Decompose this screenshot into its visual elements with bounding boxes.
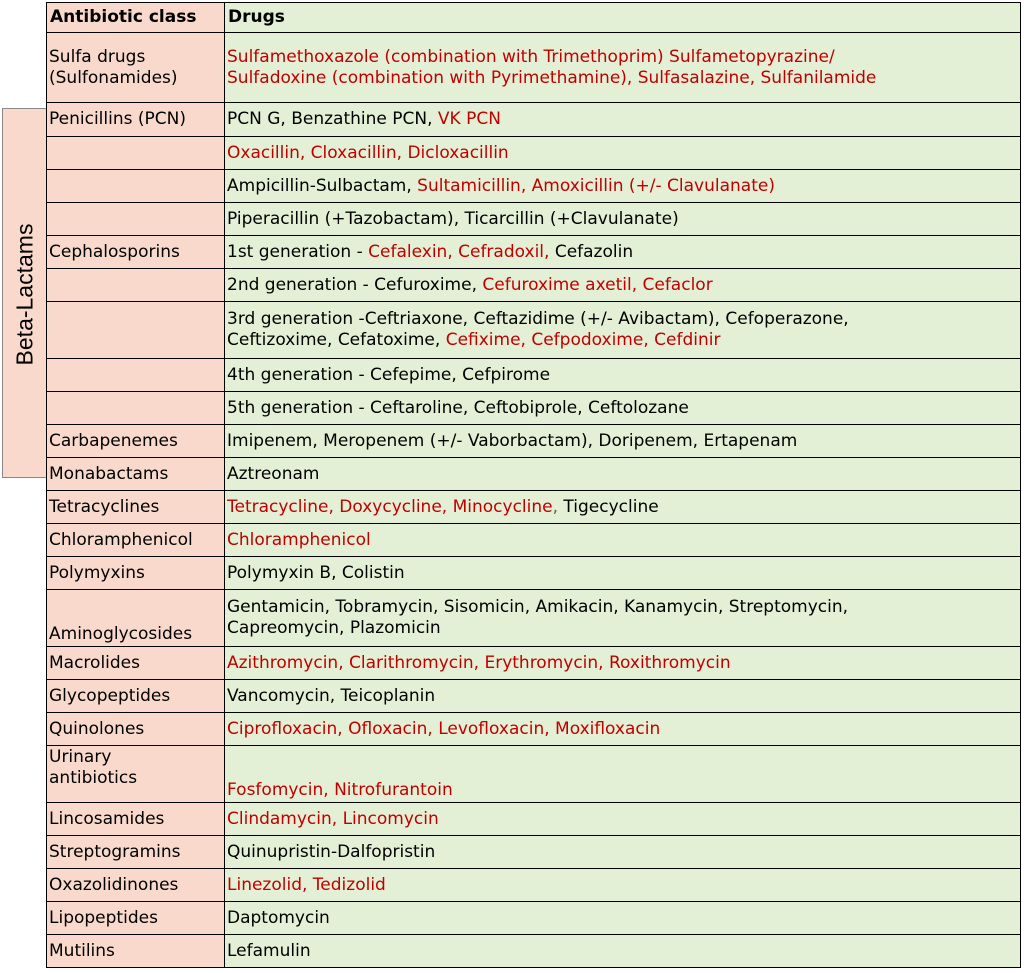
table-row xyxy=(47,103,1021,137)
antibiotic-class-cell: Aminoglycosides xyxy=(47,590,225,647)
drugs-cell xyxy=(225,713,1021,746)
table-row xyxy=(47,647,1021,680)
antibiotic-class-cell: Lipopeptides xyxy=(47,902,225,935)
drug-text: Ampicillin-Sulbactam, xyxy=(227,175,418,196)
table-row xyxy=(47,557,1021,590)
antibiotic-class-cell xyxy=(47,392,225,425)
antibiotic-class-cell: Penicillins (PCN) xyxy=(47,103,225,137)
antibiotic-class-cell xyxy=(47,269,225,302)
drug-text: Vancomycin, Teicoplanin xyxy=(227,685,436,706)
drugs-cell xyxy=(225,137,1021,170)
drug-text: Daptomycin xyxy=(227,907,330,928)
drug-text: Polymyxin B, Colistin xyxy=(227,562,405,583)
drugs-cell xyxy=(225,935,1021,968)
drug-text: Ciprofloxacin, Ofloxacin, Levofloxacin, Moxifloxacin xyxy=(227,718,661,739)
beta-lactams-group-bracket xyxy=(2,108,46,478)
drug-text: Fosfomycin, Nitrofurantoin xyxy=(227,780,453,800)
drug-text: PCN G, Benzathine PCN, xyxy=(227,109,438,129)
drug-text: 5th generation - Ceftaroline, Ceftobiprole, Ceftolozane xyxy=(227,397,689,418)
header-row xyxy=(47,3,1021,33)
table-row xyxy=(47,713,1021,746)
antibiotic-class-cell: Lincosamides xyxy=(47,803,225,836)
drug-text: 3rd generation -Ceftriaxone, Ceftazidime (+/- Avibactam), Cefoperazone, Ceftizoxime, Cefatoxime, xyxy=(227,309,849,350)
table-body xyxy=(47,33,1021,968)
drugs-cell xyxy=(225,392,1021,425)
drugs-cell xyxy=(225,103,1021,137)
antibiotic-class-cell: Tetracyclines xyxy=(47,491,225,524)
table-row xyxy=(47,137,1021,170)
drugs-cell xyxy=(225,680,1021,713)
drug-text: Cefixime, Cefpodoxime, Cefdinir xyxy=(445,330,721,350)
table-row xyxy=(47,836,1021,869)
drugs-cell xyxy=(225,302,1021,359)
drug-text: Clindamycin, Lincomycin xyxy=(227,808,439,829)
table-row xyxy=(47,359,1021,392)
drug-text: Cefalexin, Cefradoxil, xyxy=(368,241,555,262)
drug-text: Aztreonam xyxy=(227,463,320,484)
drugs-cell xyxy=(225,491,1021,524)
table-row xyxy=(47,203,1021,236)
drug-text: , xyxy=(552,496,564,517)
antibiotic-class-cell xyxy=(47,137,225,170)
antibiotic-class-cell xyxy=(47,302,225,359)
drug-text: Cefuroxime axetil, Cefaclor xyxy=(482,274,713,295)
drug-text: Lefamulin xyxy=(227,940,311,961)
header-antibiotic-class: Antibiotic class xyxy=(47,3,225,33)
drug-text: Oxacillin, Cloxacillin, Dicloxacillin xyxy=(227,142,509,163)
table-row xyxy=(47,935,1021,968)
table-row xyxy=(47,590,1021,647)
beta-lactams-label: Beta-Lactams xyxy=(11,223,38,365)
antibiotic-class-cell: Monabactams xyxy=(47,458,225,491)
table-row xyxy=(47,458,1021,491)
table-row xyxy=(47,236,1021,269)
antibiotic-class-cell: Carbapenemes xyxy=(47,425,225,458)
drug-text: Tetracycline, Doxycycline, Minocycline xyxy=(227,496,553,517)
table-row xyxy=(47,680,1021,713)
antibiotic-class-cell xyxy=(47,170,225,203)
drugs-cell xyxy=(225,836,1021,869)
antibiotic-class-cell: Quinolones xyxy=(47,713,225,746)
antibiotic-class-cell: Streptogramins xyxy=(47,836,225,869)
drugs-cell xyxy=(225,203,1021,236)
antibiotic-class-cell: Polymyxins xyxy=(47,557,225,590)
table-row xyxy=(47,392,1021,425)
antibiotic-table xyxy=(46,2,1021,968)
table-row xyxy=(47,902,1021,935)
table-row xyxy=(47,869,1021,902)
drugs-cell xyxy=(225,170,1021,203)
drugs-cell xyxy=(225,557,1021,590)
table-row xyxy=(47,491,1021,524)
drug-text: Sultamicillin, Amoxicillin (+/- Clavulanate) xyxy=(417,175,775,196)
drugs-cell xyxy=(225,524,1021,557)
table-row xyxy=(47,803,1021,836)
drug-text: Sulfamethoxazole (combination with Trimethoprim) Sulfametopyrazine/ Sulfadoxine (combination with Pyrimethamine), Sulfasalazine, Sulfanilamide xyxy=(227,46,877,88)
antibiotic-class-cell: Glycopeptides xyxy=(47,680,225,713)
drugs-cell xyxy=(225,425,1021,458)
table-row xyxy=(47,269,1021,302)
drug-text: 4th generation - Cefepime, Cefpirome xyxy=(227,364,551,385)
antibiotic-class-cell: Mutilins xyxy=(47,935,225,968)
drug-text: 2nd generation - Cefuroxime, xyxy=(227,274,483,295)
drug-text: Tigecycline xyxy=(563,496,659,517)
drug-text: Imipenem, Meropenem (+/- Vaborbactam), Doripenem, Ertapenam xyxy=(227,430,798,451)
drug-text: Piperacillin (+Tazobactam), Ticarcillin (+Clavulanate) xyxy=(227,208,679,229)
drugs-cell xyxy=(225,33,1021,103)
table-row xyxy=(47,425,1021,458)
drugs-cell xyxy=(225,746,1021,803)
drugs-cell xyxy=(225,869,1021,902)
table-row xyxy=(47,33,1021,103)
drugs-cell xyxy=(225,236,1021,269)
drug-text: Linezolid, Tedizolid xyxy=(227,874,386,895)
drug-text: Gentamicin, Tobramycin, Sisomicin, Amikacin, Kanamycin, Streptomycin, Capreomycin, Plazomicin xyxy=(227,597,849,638)
antibiotic-class-cell: Urinary antibiotics xyxy=(47,746,225,803)
drug-text: Chloramphenicol xyxy=(227,529,371,550)
table-row xyxy=(47,302,1021,359)
antibiotic-class-cell xyxy=(47,359,225,392)
table-row xyxy=(47,170,1021,203)
drugs-cell xyxy=(225,803,1021,836)
drugs-cell xyxy=(225,647,1021,680)
antibiotic-class-cell: Macrolides xyxy=(47,647,225,680)
antibiotic-class-cell: Oxazolidinones xyxy=(47,869,225,902)
drugs-cell xyxy=(225,458,1021,491)
table-row xyxy=(47,524,1021,557)
antibiotic-class-cell: Chloramphenicol xyxy=(47,524,225,557)
drugs-cell xyxy=(225,359,1021,392)
antibiotic-class-cell: Cephalosporins xyxy=(47,236,225,269)
drugs-cell xyxy=(225,269,1021,302)
drug-text: Azithromycin, Clarithromycin, Erythromycin, Roxithromycin xyxy=(227,652,731,673)
drugs-cell xyxy=(225,590,1021,647)
table-row xyxy=(47,746,1021,803)
drug-text: 1st generation - xyxy=(227,241,369,262)
beta-lactams-label-wrap xyxy=(3,109,47,479)
drug-text: VK PCN xyxy=(437,109,501,129)
antibiotic-class-cell: Sulfa drugs (Sulfonamides) xyxy=(47,33,225,103)
header-drugs: Drugs xyxy=(225,3,1021,33)
drug-text: Cefazolin xyxy=(554,241,634,262)
drugs-cell xyxy=(225,902,1021,935)
drug-text: Quinupristin-Dalfopristin xyxy=(227,841,436,862)
antibiotic-class-cell xyxy=(47,203,225,236)
